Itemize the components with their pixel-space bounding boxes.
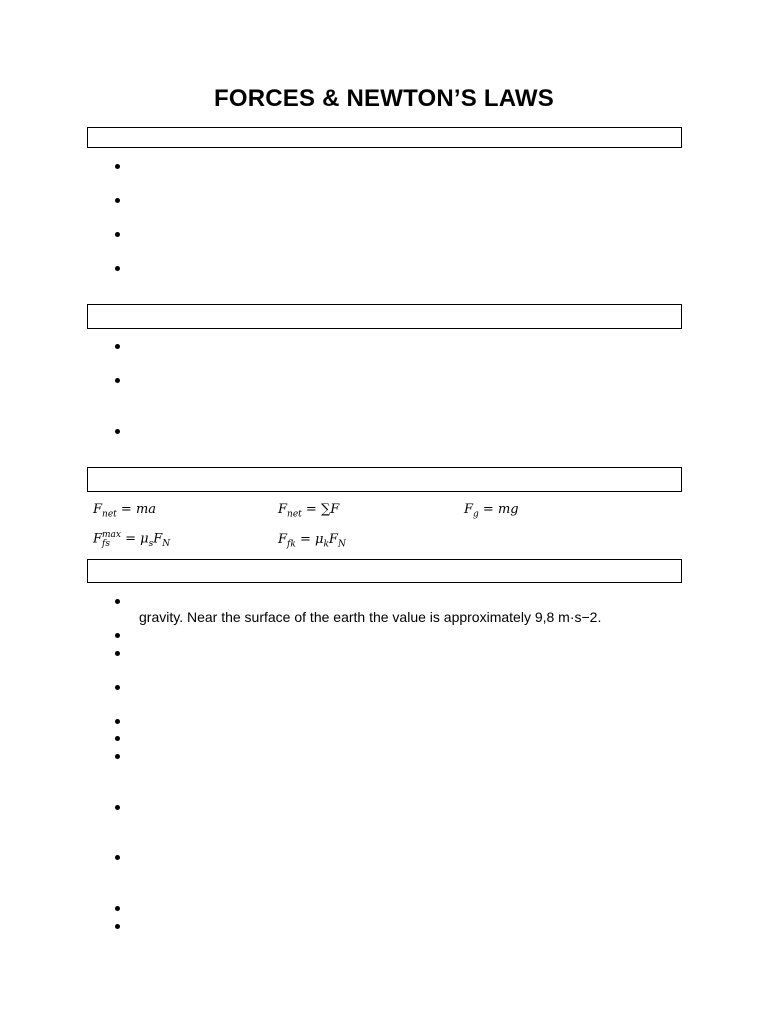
gravity-note: gravity. Near the surface of the earth the value is approximately 9,8 m·s−2. bbox=[139, 609, 602, 625]
section-1-bullet bbox=[114, 264, 124, 274]
section-1-header-box bbox=[87, 127, 682, 148]
formula-weight: $F_g$ = mg bbox=[464, 502, 519, 520]
section-3-header-box bbox=[87, 467, 682, 492]
formula-static-friction-max: $F_{fs}^{max} = \mu_sF_N$ bbox=[93, 530, 171, 549]
section-4-bullet bbox=[114, 922, 124, 932]
section-2-bullet bbox=[114, 342, 124, 352]
section-4-bullet bbox=[114, 752, 124, 762]
page-title: FORCES & NEWTON’S LAWS bbox=[214, 85, 554, 112]
formula-kinetic-friction: $F_{fk} = \mu_kF_N$ bbox=[278, 532, 346, 550]
section-4-bullet bbox=[114, 649, 124, 659]
section-4-bullet bbox=[114, 631, 124, 641]
section-4-bullet bbox=[114, 803, 124, 813]
formula-net-force-ma: $F_{net}$ = ma bbox=[93, 502, 157, 520]
section-4-bullet bbox=[114, 717, 124, 727]
section-4-bullet bbox=[114, 597, 124, 607]
section-1-bullet bbox=[114, 230, 124, 240]
section-1-bullet bbox=[114, 196, 124, 206]
section-4-header-box bbox=[87, 559, 682, 583]
section-4-bullet bbox=[114, 683, 124, 693]
section-2-bullet bbox=[114, 376, 124, 386]
formula-net-force-sum: $F_{net} = \sum F$ bbox=[278, 502, 340, 520]
section-4-bullet bbox=[114, 853, 124, 863]
section-2-header-box bbox=[87, 304, 682, 329]
section-1-bullet bbox=[114, 162, 124, 172]
section-2-bullet bbox=[114, 427, 124, 437]
section-4-bullet bbox=[114, 904, 124, 914]
section-4-bullet bbox=[114, 734, 124, 744]
